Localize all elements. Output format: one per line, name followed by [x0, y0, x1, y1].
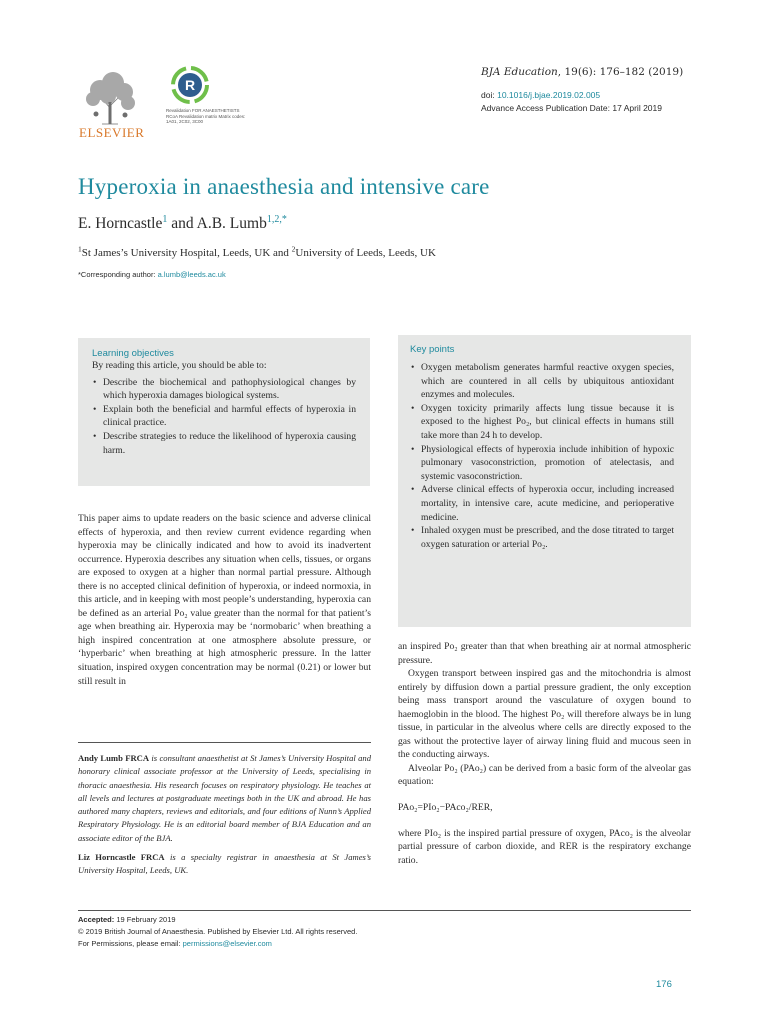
author-bios [78, 752, 371, 878]
list-item: • Inhaled oxygen must be prescribed, and the dose titrated to target oxygen saturation or arterial Po₂. [410, 524, 674, 551]
permissions-email-link[interactable]: permissions@elsevier.com [182, 939, 272, 949]
accepted-date [78, 914, 357, 926]
bio-text: is a specialty registrar in anaesthesia at St James’s University Hospital, Leeds, UK. [78, 852, 371, 876]
key-points-heading: Key points [410, 344, 455, 355]
revalidation-logo-letter: R [184, 77, 196, 93]
publication-date: Advance Access Publication Date: 17 April 2019 [481, 103, 662, 113]
learning-objectives-box [78, 338, 370, 486]
author-conjunction: and [167, 215, 197, 232]
body-paragraph: an inspired Po₂ greater than that when breathing air at normal atmospheric pressure. [398, 641, 691, 666]
body-paragraph: Oxygen transport between inspired gas and the mitochondria is almost entirely by diffusion down a partial pressure gradient, the only exception being mass transport around the vasculature of oxygen bound to haemoglobin in the blood. The highest Po₂ will therefore always be in lung tissue, in particular in the alveolus where cells are directly exposed to the gas without the protective layer of airway lining fluid and mucous seen in the conducting airways. [398, 668, 691, 761]
affiliation-line [78, 244, 436, 259]
permissions-label: For Permissions, please email: [78, 939, 183, 949]
body-paragraph: This paper aims to update readers on the basic science and adverse clinical effects of hyperoxia, and then review current evidence regarding when hyperoxia may be clinically indicated and how to avoid its inadvertent occurrence. Hyperoxia describes any situation when cells, tissues, or organs are exposed to oxygen at a higher than normal partial pressure. Although there is no accepted clinical definition of hyperoxia, or indeed normoxia, in this article, and in keeping with most people’s understanding, hyperoxia can be defined as an arterial Po₂ value greater than the normal for that patient’s age when breathing air. Hyperoxia may be ‘normobaric’ when breathing a high inspired concentration at one atmosphere absolute pressure, or ‘hyperbaric’ when breathing at high atmospheric pressure. In the latter situation, inspired oxygen concentration may be normal (0.21) or lower but still result in [78, 513, 371, 687]
doi-link[interactable]: 10.1016/j.bjae.2019.02.005 [497, 90, 601, 100]
affiliation-marker: 2 [291, 244, 296, 254]
journal-name: BJA Education [481, 66, 558, 78]
author-name: E. Horncastle [78, 215, 163, 232]
affiliation-text: St James’s University Hospital, Leeds, UK and [81, 247, 292, 259]
list-item: • Adverse clinical effects of hyperoxia occur, including increased mortality, in intensive care, acute medicine, and perioperative medicine. [410, 483, 674, 524]
author-bio [78, 851, 371, 878]
revalidation-logo-icon [170, 65, 210, 105]
journal-citation [481, 66, 683, 78]
revalidation-caption: Revalidation FOR ANAESTHETISTS RCoA Revalidation matrix Matrix codes: 1A01, 2C02, 3C00 [166, 108, 246, 125]
list-item: • Explain both the beneficial and harmful effects of hyperoxia in clinical practice. [92, 403, 356, 430]
list-item: • Describe the biochemical and pathophysiological changes by which hyperoxia damages biological systems. [92, 376, 356, 403]
bio-author-name: Liz Horncastle FRCA [78, 852, 165, 863]
accepted-value: 19 February 2019 [114, 915, 176, 924]
article-title: Hyperoxia in anaesthesia and intensive care [78, 174, 490, 199]
author-line [78, 215, 287, 233]
list-item: • Oxygen metabolism generates harmful reactive oxygen species, which are countered in all cells by ubiquitous antioxidant enzymes and molecules. [410, 361, 674, 402]
corresponding-email-link[interactable]: a.lumb@leeds.ac.uk [157, 270, 226, 279]
learning-objectives-heading: Learning objectives [92, 348, 174, 359]
footer-divider [78, 910, 691, 911]
affiliation-marker: 1 [78, 244, 82, 254]
footer [78, 914, 357, 951]
author-affiliation-marker: 1 [162, 213, 168, 225]
list-item: • Oxygen toxicity primarily affects lung tissue because it is exposed to the highest Po₂, but clinical effects in humans still take more than 24 h to develop. [410, 402, 674, 443]
permissions-line [78, 938, 357, 950]
author-affiliation-marker: 1,2,* [266, 213, 287, 225]
learning-objectives-intro: By reading this article, you should be able to: [92, 360, 267, 371]
citation-volume: , 19(6): 176–182 (2019) [557, 66, 684, 78]
elsevier-tree-logo [80, 68, 140, 126]
body-column-right [398, 640, 691, 867]
affiliation-text: University of Leeds, Leeds, UK [295, 247, 436, 259]
copyright-notice: © 2019 British Journal of Anaesthesia. Published by Elsevier Ltd. All rights reserved. [78, 927, 358, 937]
list-item: • Physiological effects of hyperoxia include inhibition of hypoxic pulmonary vasoconstriction, promotion of atelectasis, and systemic vasoconstriction. [410, 443, 674, 484]
doi-label: doi: [481, 90, 495, 100]
body-paragraph: Alveolar Po₂ (PAo₂) can be derived from a basic form of the alveolar gas equation: [398, 762, 691, 788]
alveolar-gas-equation: PAo₂=PIo₂−PAco₂/RER, [398, 802, 493, 814]
list-item: • Describe strategies to reduce the likelihood of hyperoxia causing harm. [92, 430, 356, 457]
key-points-box [398, 335, 691, 627]
body-paragraph: where PIo₂ is the inspired partial pressure of oxygen, PAco₂ is the alveolar partial pressure of carbon dioxide, and RER is the respiratory exchange ratio. [398, 827, 691, 866]
author-name: A.B. Lumb [196, 215, 267, 232]
corresponding-author [78, 270, 226, 279]
bio-text: is consultant anaesthetist at St James’s University Hospital and honorary clinical associate professor at the University of Leeds, specialising in thoracic anaesthesia. His research focuses on respiratory physiology. He teaches at all levels and lectures at postgraduate meetings both in the UK and abroad. He has authored many chapters, reviews and editorials, and four editions of Nunn’s Applied Respiratory Physiology. He is an editorial board member of BJA Education and an associate editor of the BJA. [78, 753, 371, 843]
corresponding-label: *Corresponding author: [78, 270, 158, 279]
elsevier-wordmark: ELSEVIER [79, 125, 145, 140]
bio-author-name: Andy Lumb FRCA [78, 753, 150, 763]
author-bio [78, 752, 371, 845]
doi-line [481, 90, 600, 100]
bio-divider [78, 742, 371, 743]
accepted-label: Accepted: [78, 915, 115, 924]
page-number: 176 [656, 979, 672, 990]
